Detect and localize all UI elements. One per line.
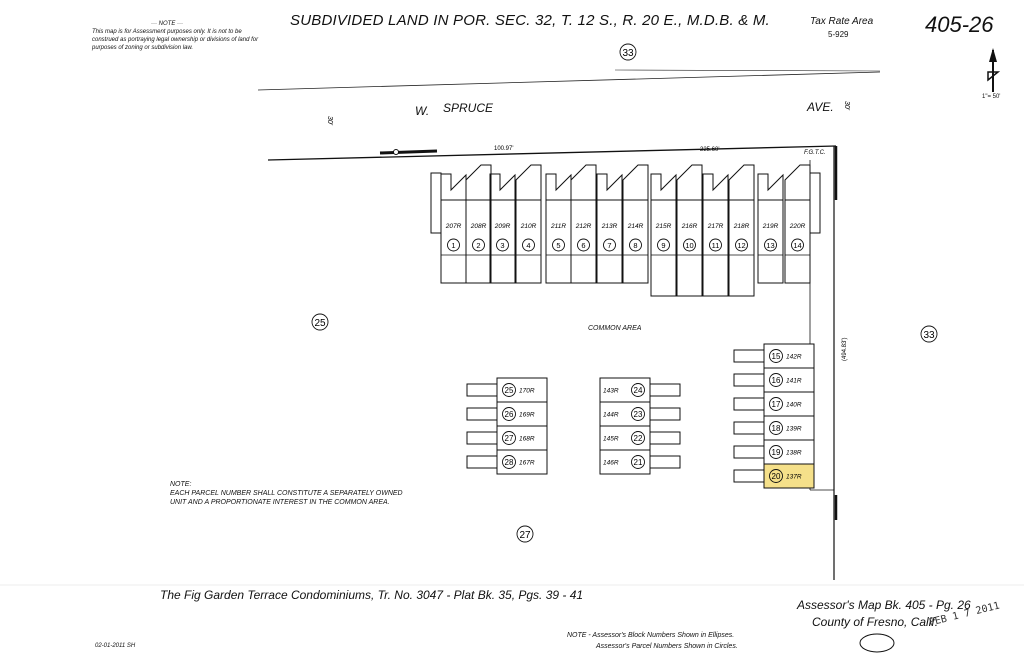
parcel-number: 12: [737, 241, 746, 250]
stamp-ellipse: [860, 634, 894, 652]
dimension-corner: F.G.T.C.: [804, 150, 826, 156]
unit-tag: 219R: [762, 223, 779, 230]
unit-tag: 214R: [627, 223, 644, 230]
unit-5: [546, 174, 571, 283]
unit-9: [651, 174, 676, 296]
street-prefix: W.: [415, 104, 430, 118]
building-roofline: [571, 165, 596, 230]
unit-10: [677, 165, 702, 296]
unit-tag: 140R: [786, 401, 802, 409]
unit-25: [467, 378, 547, 402]
building-roofline: [785, 165, 810, 230]
unit-18: [734, 416, 814, 440]
north-arrow-icon: [988, 48, 998, 92]
unit-16: [734, 368, 814, 392]
building-roofline: [677, 165, 702, 230]
unit-wing: [734, 422, 764, 434]
unit-19: [734, 440, 814, 464]
map-number: 405-26: [925, 12, 994, 37]
unit-6: [571, 165, 596, 283]
unit-tag: 145R: [603, 435, 619, 443]
unit-wing: [650, 384, 680, 396]
parcel-number: 1: [451, 241, 456, 250]
parcel-number: 6: [581, 241, 586, 250]
street-name: SPRUCE: [443, 101, 494, 115]
unit-4: [516, 165, 541, 283]
unit-22: [600, 426, 680, 450]
building-roofline: [729, 165, 754, 230]
block-number: 33: [622, 48, 634, 59]
building-roofline: [516, 165, 541, 230]
unit-tag: 167R: [519, 459, 535, 467]
unit-tag: 143R: [603, 387, 619, 395]
unit-1: [441, 174, 466, 283]
right-unit-group: [734, 344, 814, 488]
unit-tag: 168R: [519, 435, 535, 443]
parcel-number: 7: [607, 241, 612, 250]
common-area-label: COMMON AREA: [588, 325, 642, 332]
unit-tag: 212R: [575, 223, 592, 230]
parcel-number: 27: [504, 434, 514, 443]
monument-marker: [394, 150, 399, 155]
parcel-number: 9: [661, 241, 666, 250]
block-number: 33: [923, 330, 935, 341]
parcel-number: 17: [771, 400, 781, 409]
parcel-number: 11: [711, 241, 720, 250]
unit-27: [467, 426, 547, 450]
unit-tag: 213R: [601, 223, 618, 230]
unit-wing: [734, 398, 764, 410]
tax-rate-value: 5-929: [828, 30, 849, 39]
unit-wing: [734, 374, 764, 386]
unit-tag: 218R: [733, 223, 750, 230]
building-roofline: [623, 165, 648, 230]
street-width-right: 30': [843, 101, 850, 111]
unit-13: [758, 174, 783, 283]
unit-tag: 137R: [786, 473, 802, 481]
parcel-number: 28: [504, 458, 514, 467]
unit-12: [729, 165, 754, 296]
building-roofline: [441, 174, 466, 230]
parcel-number: 22: [633, 434, 643, 443]
parcel-number: 21: [633, 458, 643, 467]
unit-tag: 169R: [519, 411, 535, 419]
unit-wing: [650, 432, 680, 444]
county-label: County of Fresno, Calif.: [812, 615, 939, 629]
unit-wing: [734, 470, 764, 482]
parcel-number: 8: [633, 241, 638, 250]
block-ellipse-top: [620, 44, 636, 60]
unit-24: [600, 378, 680, 402]
disclaimer-body: This map is for Assessment purposes only. It is not to be construed as portraying legal ownership or divisions of land for purposes of zoning or subdivision law.: [92, 29, 259, 51]
middle-unit-group: [600, 378, 680, 474]
unit-tag: 220R: [789, 223, 806, 230]
tax-rate-label: Tax Rate Area: [810, 16, 874, 27]
legend-note-line2: Assessor's Parcel Numbers Shown in Circles.: [596, 643, 738, 650]
monument-line: [380, 151, 437, 153]
unit-wing: [734, 350, 764, 362]
disclaimer-title: ··· NOTE ···: [151, 21, 183, 27]
left-unit-group: [467, 378, 547, 474]
map-title: SUBDIVIDED LAND IN POR. SEC. 32, T. 12 S., R. 20 E., M.D.B. & M.: [290, 12, 770, 29]
parcel-number: 18: [771, 424, 781, 433]
unit-tag: 217R: [707, 223, 724, 230]
unit-wing: [734, 446, 764, 458]
parcel-number: 13: [766, 241, 775, 250]
unit-tag: 170R: [519, 387, 535, 395]
unit-15: [734, 344, 814, 368]
unit-tag: 216R: [681, 223, 698, 230]
unit-tag: 208R: [470, 223, 487, 230]
building-roofline: [490, 174, 515, 230]
unit-wing: [650, 408, 680, 420]
unit-14: [785, 165, 810, 283]
parcel-number: 10: [685, 241, 694, 250]
parcel-number: 23: [633, 410, 643, 419]
unit-wing: [467, 432, 497, 444]
building-roofline: [703, 174, 728, 230]
unit-tag: 207R: [445, 223, 462, 230]
building-roofline: [546, 174, 571, 230]
unit-tag: 211R: [550, 223, 567, 230]
parcel-number: 14: [793, 241, 802, 250]
unit-23: [600, 402, 680, 426]
unit-2: [466, 165, 491, 283]
unit-wing: [467, 384, 497, 396]
parcel-number: 15: [771, 352, 781, 361]
unit-tag: 144R: [603, 411, 619, 419]
end-wing-right: [810, 173, 820, 233]
received-stamp: FEB 1 7 2011: [928, 600, 1001, 629]
unit-wing: [467, 408, 497, 420]
unit-28: [467, 450, 547, 474]
scale-label: 1"= 50': [982, 94, 1001, 100]
parcel-number: 3: [500, 241, 505, 250]
unit-3: [490, 174, 515, 283]
street-suffix: AVE.: [807, 100, 834, 114]
parcel-number: 19: [771, 448, 781, 457]
end-wing-left: [431, 173, 441, 233]
parcel-number: 26: [504, 410, 514, 419]
unit-tag: 210R: [520, 223, 537, 230]
street-width-left: 30': [326, 116, 333, 126]
unit-20: [734, 464, 814, 488]
parcel-number: 2: [476, 241, 481, 250]
building-roofline: [651, 174, 676, 230]
parcel-number: 25: [504, 386, 514, 395]
block-ellipse-bottom: [517, 526, 533, 542]
dimension-top-left: 100.97': [494, 146, 514, 152]
unit-tag: 141R: [786, 377, 802, 385]
block-number: 27: [519, 530, 531, 541]
building-roofline: [597, 174, 622, 230]
block-ellipse-left: [312, 314, 328, 330]
assessor-map-reference: Assessor's Map Bk. 405 - Pg. 26: [797, 598, 971, 612]
street-north-line-2: [615, 70, 880, 71]
unit-tag: 138R: [786, 449, 802, 457]
unit-tag: 139R: [786, 425, 802, 433]
unit-tag: 209R: [494, 223, 511, 230]
building-roofline: [466, 165, 491, 230]
parcel-number: 20: [771, 472, 781, 481]
legend-note-line1: NOTE - Assessor's Block Numbers Shown in Ellipses.: [567, 632, 735, 639]
unit-21: [600, 450, 680, 474]
block-number: 25: [314, 318, 326, 329]
parcel-number: 5: [556, 241, 561, 250]
unit-tag: 146R: [603, 459, 619, 467]
unit-7: [597, 174, 622, 283]
dimension-right-side: (494.83'): [842, 337, 848, 361]
condominium-caption: The Fig Garden Terrace Condominiums, Tr. No. 3047 - Plat Bk. 35, Pgs. 39 - 41: [160, 588, 584, 602]
parcel-note-line1: NOTE:: [170, 481, 192, 488]
parcel-number: 24: [633, 386, 643, 395]
revision-date: 02-01-2011 SH: [95, 643, 136, 649]
parcel-note-line3: UNIT AND A PROPORTIONATE INTEREST IN THE COMMON AREA.: [170, 499, 390, 506]
dimension-top-mid: 225.60': [700, 147, 720, 153]
unit-tag: 215R: [655, 223, 672, 230]
unit-tag: 142R: [786, 353, 802, 361]
parcel-number: 4: [526, 241, 531, 250]
unit-wing: [467, 456, 497, 468]
unit-11: [703, 174, 728, 296]
parcel-note-line2: EACH PARCEL NUMBER SHALL CONSTITUTE A SEPARATELY OWNED: [170, 490, 403, 497]
unit-8: [623, 165, 648, 283]
building-roofline: [758, 174, 783, 230]
street-south-line: [268, 146, 836, 160]
unit-17: [734, 392, 814, 416]
block-ellipse-right: [921, 326, 937, 342]
street-north-line: [258, 72, 880, 90]
unit-26: [467, 402, 547, 426]
unit-wing: [650, 456, 680, 468]
parcel-number: 16: [771, 376, 781, 385]
top-unit-row: [431, 165, 820, 296]
